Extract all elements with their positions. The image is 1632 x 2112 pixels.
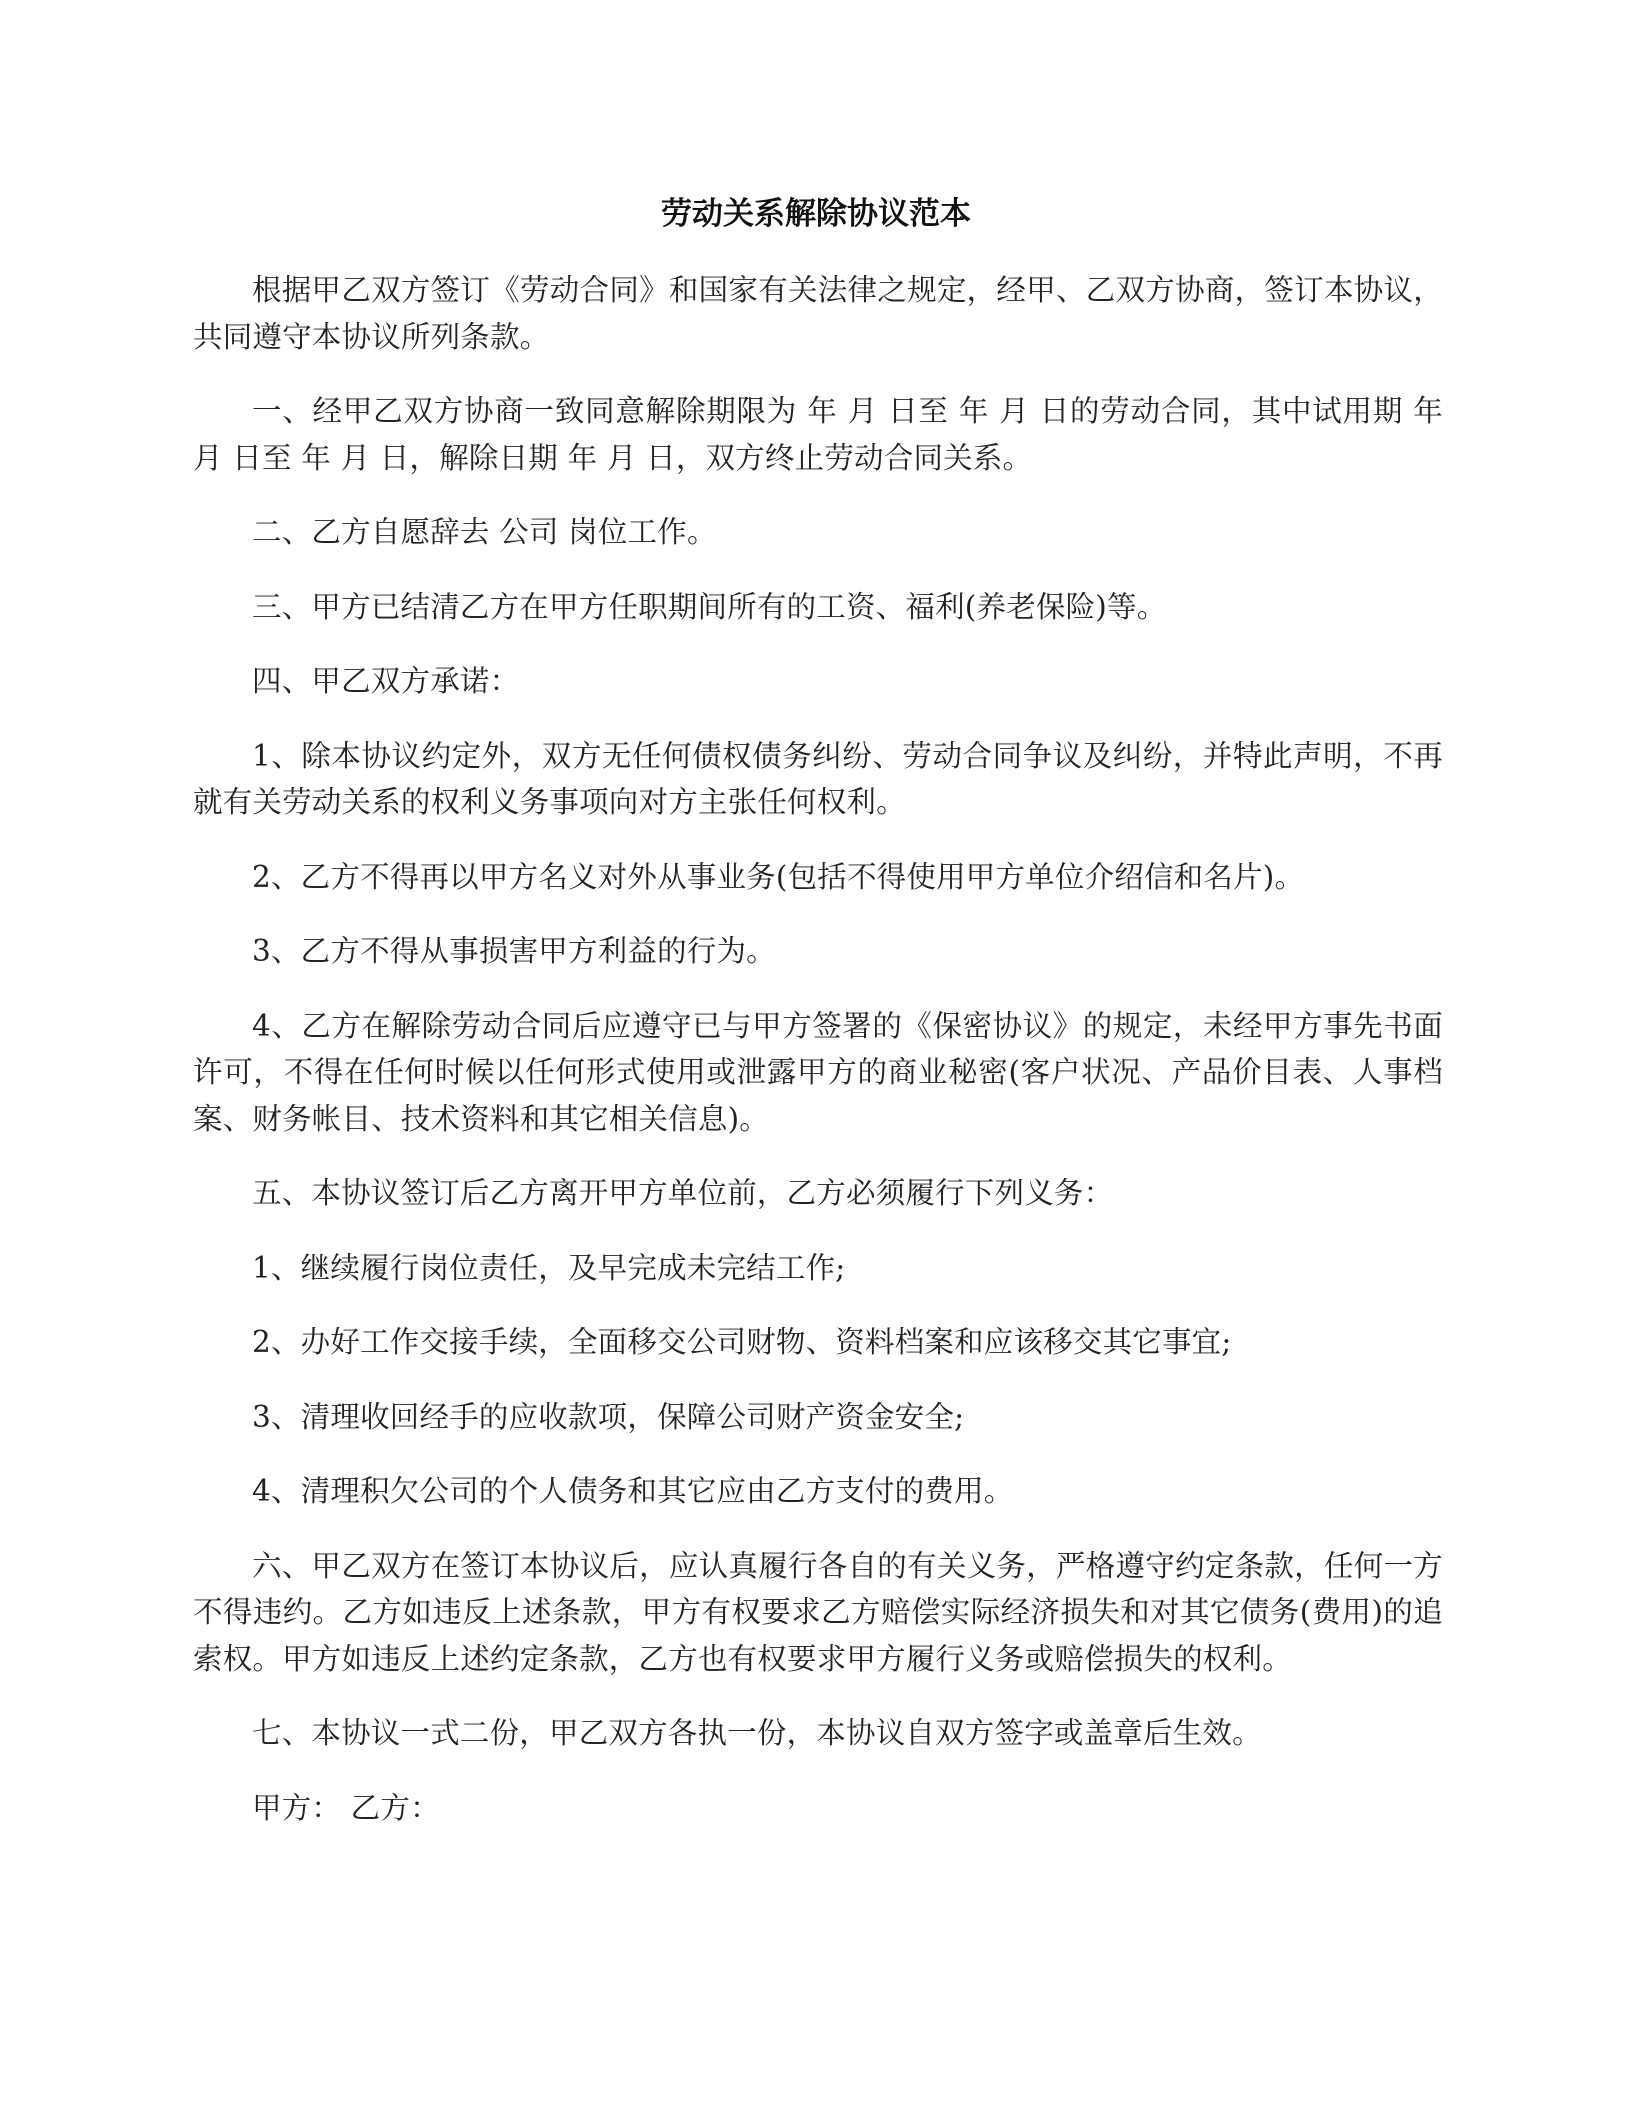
clause-5-item-1: 1、继续履行岗位责任，及早完成未完结工作;: [252, 1250, 846, 1285]
clause-4-item-1: 1、除本协议约定外，双方无任何债权债务纠纷、劳动合同争议及纠纷，并特此声明，不再就有关劳动关系的权利义务事项向对方主张任何权利。: [193, 738, 1443, 819]
clause-5-item-3: 3、清理收回经手的应收款项，保障公司财产资金安全;: [252, 1399, 965, 1434]
clause-6-paragraph: 六、甲乙双方在签订本协议后，应认真履行各自的有关义务，严格遵守约定条款，任何一方不得违约。乙方如违反上述条款，甲方有权要求乙方赔偿实际经济损失和对其它债务(费用)的追索权。甲方如违反上述约定条款，乙方也有权要求甲方履行义务或赔偿损失的权利。: [193, 1548, 1443, 1676]
signature-line: 甲方： 乙方：: [252, 1790, 440, 1825]
clause-1-paragraph: 一、经甲乙双方协商一致同意解除期限为 年 月 日至 年 月 日的劳动合同，其中试用期 年 月 日至 年 月 日，解除日期 年 月 日，双方终止劳动合同关系。: [193, 394, 1443, 475]
clause-2-paragraph: 二、乙方自愿辞去 公司 岗位工作。: [252, 515, 717, 549]
clause-5-heading: 五、本协议签订后乙方离开甲方单位前，乙方必须履行下列义务：: [252, 1176, 1114, 1210]
clause-7-paragraph: 七、本协议一式二份，甲乙双方各执一份，本协议自双方签字或盖章后生效。: [252, 1716, 1262, 1750]
clause-5-item-2: 2、办好工作交接手续，全面移交公司财物、资料档案和应该移交其它事宜;: [252, 1325, 1232, 1359]
clause-3-paragraph: 三、甲方已结清乙方在甲方任职期间所有的工资、福利(养老保险)等。: [252, 589, 1167, 624]
clause-5-item-4: 4、清理积欠公司的个人债务和其它应由乙方支付的费用。: [252, 1474, 1014, 1508]
document-title: 劳动关系解除协议范本: [661, 196, 971, 232]
clause-4-item-4: 4、乙方在解除劳动合同后应遵守已与甲方签署的《保密协议》的规定，未经甲方事先书面许可，不得在任何时候以任何形式使用或泄露甲方的商业秘密(客户状况、产品价目表、人事档案、财务帐目、技术资料和其它相关信息)。: [193, 1008, 1443, 1136]
clause-4-heading: 四、甲乙双方承诺：: [252, 664, 520, 698]
clause-4-item-2: 2、乙方不得再以甲方名义对外从事业务(包括不得使用甲方单位介绍信和名片)。: [252, 859, 1305, 894]
document-body: [193, 267, 1443, 1859]
intro-paragraph: 根据甲乙双方签订《劳动合同》和国家有关法律之规定，经甲、乙双方协商，签订本协议，共同遵守本协议所列条款。: [193, 273, 1443, 354]
clause-4-item-3: 3、乙方不得从事损害甲方利益的行为。: [252, 934, 776, 968]
